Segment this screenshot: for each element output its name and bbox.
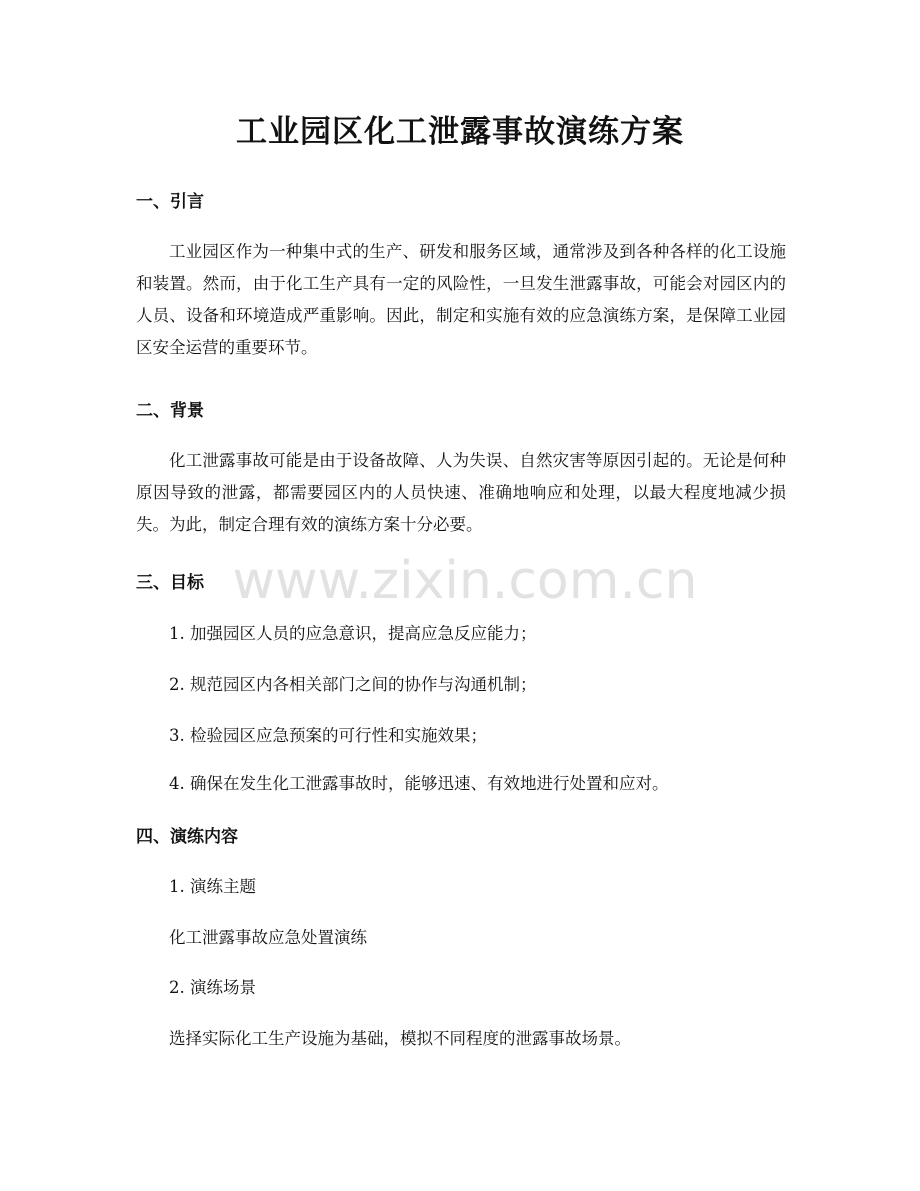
goal-item: 4. 确保在发生化工泄露事故时，能够迅速、有效地进行处置和应对。 <box>169 774 669 793</box>
intro-paragraph: 工业园区作为一种集中式的生产、研发和服务区域，通常涉及到各种各样的化工设施和装置。然而，由于化工生产具有一定的风险性，一旦发生泄露事故，可能会对园区内的人员、设备和环境造成严重影响。因此，制定和实施有效的应急演练方案，是保障工业园区安全运营的重要环节。 <box>136 242 786 357</box>
goal-item: 3. 检验园区应急预案的可行性和实施效果； <box>169 726 487 745</box>
watermark: www.zixin.com.cn <box>232 551 698 611</box>
document-title: 工业园区化工泄露事故演练方案 <box>236 114 684 150</box>
section-heading-intro: 一、引言 <box>136 192 204 212</box>
background-paragraph: 化工泄露事故可能是由于设备故障、人为失误、自然灾害等原因引起的。无论是何种原因导致的泄露，都需要园区内的人员快速、准确地响应和处理，以最大程度地减少损失。为此，制定合理有效的演练方案十分必要。 <box>136 451 786 534</box>
goal-item: 2. 规范园区内各相关部门之间的协作与沟通机制； <box>169 675 537 694</box>
drill-scene-text: 选择实际化工生产设施为基础，模拟不同程度的泄露事故场景。 <box>169 1029 631 1048</box>
section-heading-goals: 三、目标 <box>136 573 204 593</box>
drill-theme-text: 化工泄露事故应急处置演练 <box>169 928 367 947</box>
section-heading-content: 四、演练内容 <box>136 827 238 847</box>
drill-scene-label: 2. 演练场景 <box>169 978 256 997</box>
drill-theme-label: 1. 演练主题 <box>169 877 256 896</box>
goal-item: 1. 加强园区人员的应急意识，提高应急反应能力； <box>169 624 537 643</box>
section-heading-background: 二、背景 <box>136 401 204 421</box>
